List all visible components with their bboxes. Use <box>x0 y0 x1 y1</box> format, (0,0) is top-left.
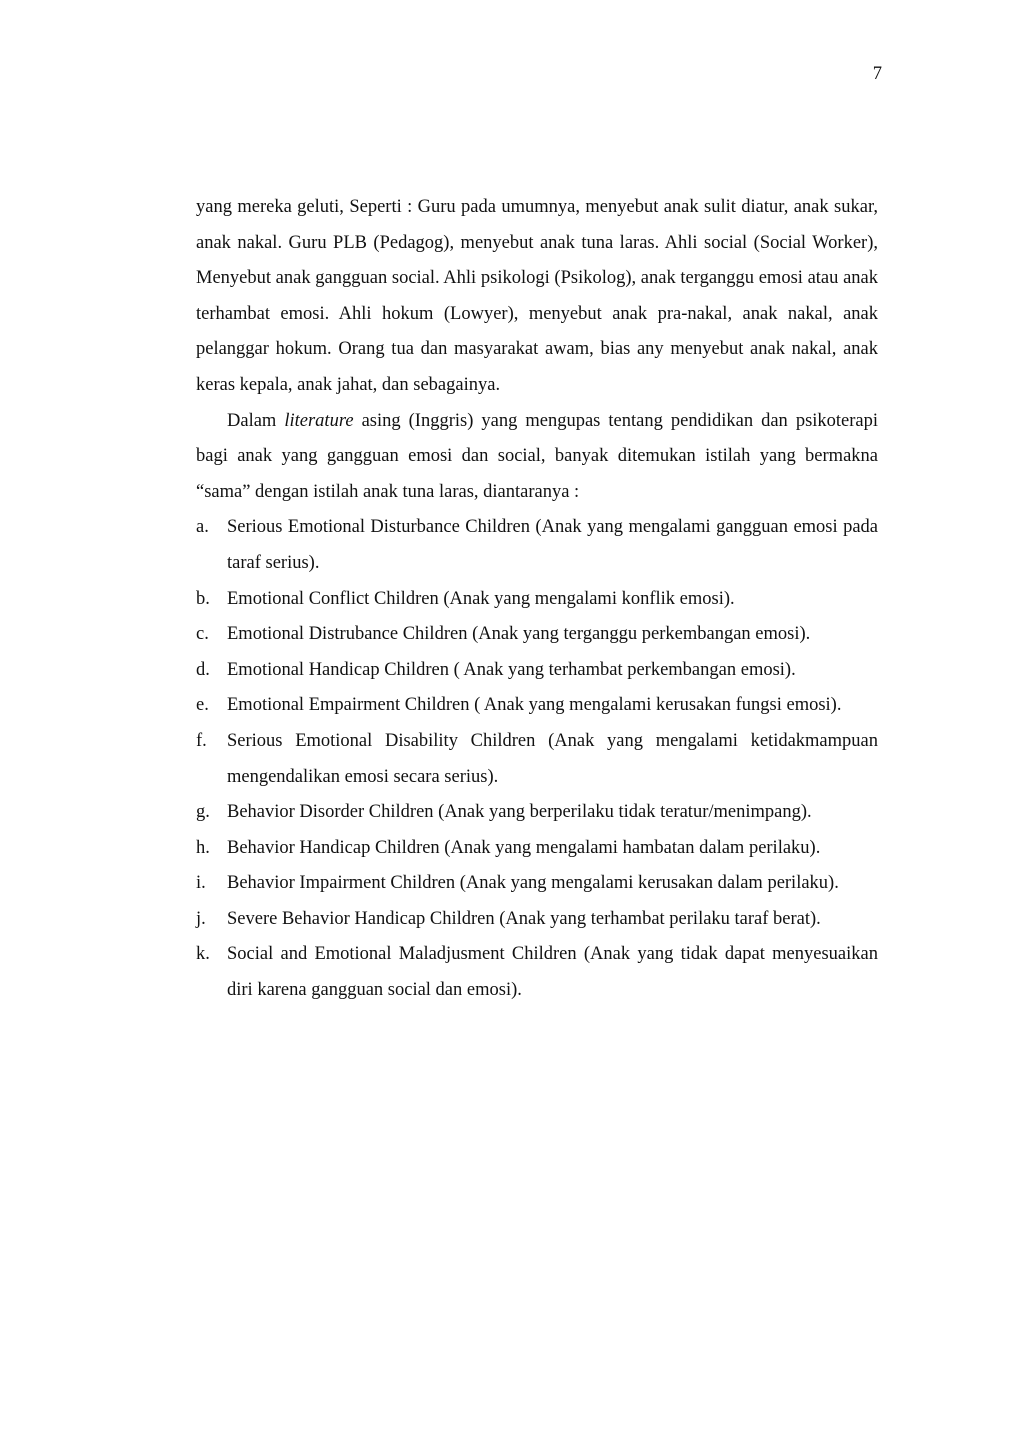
list-marker: g. <box>196 802 210 823</box>
paragraph-body-text: asing (Inggris) yang mengupas tentang pendidikan dan psikoterapi bagi anak yang gangguan emosi dan social, banyak ditemukan istilah yang bermakna “sama” dengan istilah anak tuna laras, diantaranya : <box>196 410 879 502</box>
list-item-text: Emotional Conflict Children (Anak yang mengalami konflik emosi). <box>227 588 735 609</box>
term-list <box>196 510 878 1008</box>
list-marker: f. <box>196 730 207 751</box>
list-item-text: Severe Behavior Handicap Children (Anak yang terhambat perilaku taraf berat). <box>227 908 821 929</box>
list-item-j <box>196 902 878 938</box>
list-item-text: Emotional Empairment Children ( Anak yang mengalami kerusakan fungsi emosi). <box>227 695 842 716</box>
list-item-text: Social and Emotional Maladjusment Children (Anak yang tidak dapat menyesuaikan diri karena gangguan social dan emosi). <box>227 944 878 1001</box>
list-marker: d. <box>196 659 210 680</box>
list-marker: e. <box>196 695 209 716</box>
list-item-text: Behavior Disorder Children (Anak yang berperilaku tidak teratur/menimpang). <box>227 802 812 823</box>
list-item-g <box>196 795 878 831</box>
list-item-h <box>196 831 878 867</box>
list-item-text: Behavior Handicap Children (Anak yang mengalami hambatan dalam perilaku). <box>227 837 821 858</box>
list-item-c <box>196 617 878 653</box>
paragraph-lead-word: Dalam <box>227 410 277 431</box>
list-item-k <box>196 937 878 1008</box>
list-item-f <box>196 724 878 795</box>
paragraph-literature-intro <box>196 404 878 511</box>
list-item-i <box>196 866 878 902</box>
list-item-text: Emotional Distrubance Children (Anak yang terganggu perkembangan emosi). <box>227 624 811 645</box>
list-marker: c. <box>196 624 209 645</box>
list-item-text: Serious Emotional Disturbance Children (Anak yang mengalami gangguan emosi pada taraf serius). <box>227 517 878 573</box>
page-number: 7 <box>872 64 882 84</box>
list-marker: h. <box>196 837 210 858</box>
list-marker: k. <box>196 944 210 965</box>
list-item-text: Serious Emotional Disability Children (Anak yang mengalami ketidakmampuan mengendalikan emosi secara serius). <box>227 730 878 787</box>
page-body <box>196 190 878 1009</box>
list-item-d <box>196 653 878 689</box>
list-item-text: Emotional Handicap Children ( Anak yang terhambat perkembangan emosi). <box>227 659 796 680</box>
list-marker: b. <box>196 588 210 609</box>
list-item-b <box>196 582 878 618</box>
list-marker: i. <box>196 873 206 894</box>
list-item-text: Behavior Impairment Children (Anak yang mengalami kerusakan dalam perilaku). <box>227 873 839 894</box>
list-marker: j. <box>196 908 206 929</box>
paragraph-continuation: yang mereka geluti, Seperti : Guru pada umumnya, menyebut anak sulit diatur, anak sukar, anak nakal. Guru PLB (Pedagog), menyebut anak tuna laras. Ahli social (Social Worker), Menyebut anak gangguan social. Ahli psikologi (Psikolog), anak terganggu emosi atau anak terhambat emosi. Ahli hokum (Lowyer), menyebut anak pra-nakal, anak nakal, anak pelanggar hokum. Orang tua dan masyarakat awam, bias any menyebut anak nakal, anak keras kepala, anak jahat, dan sebagainya. <box>196 197 878 395</box>
list-item-e <box>196 688 878 724</box>
list-marker: a. <box>196 517 209 538</box>
list-item-a <box>196 510 878 581</box>
italic-term-literature: literature <box>284 410 354 431</box>
